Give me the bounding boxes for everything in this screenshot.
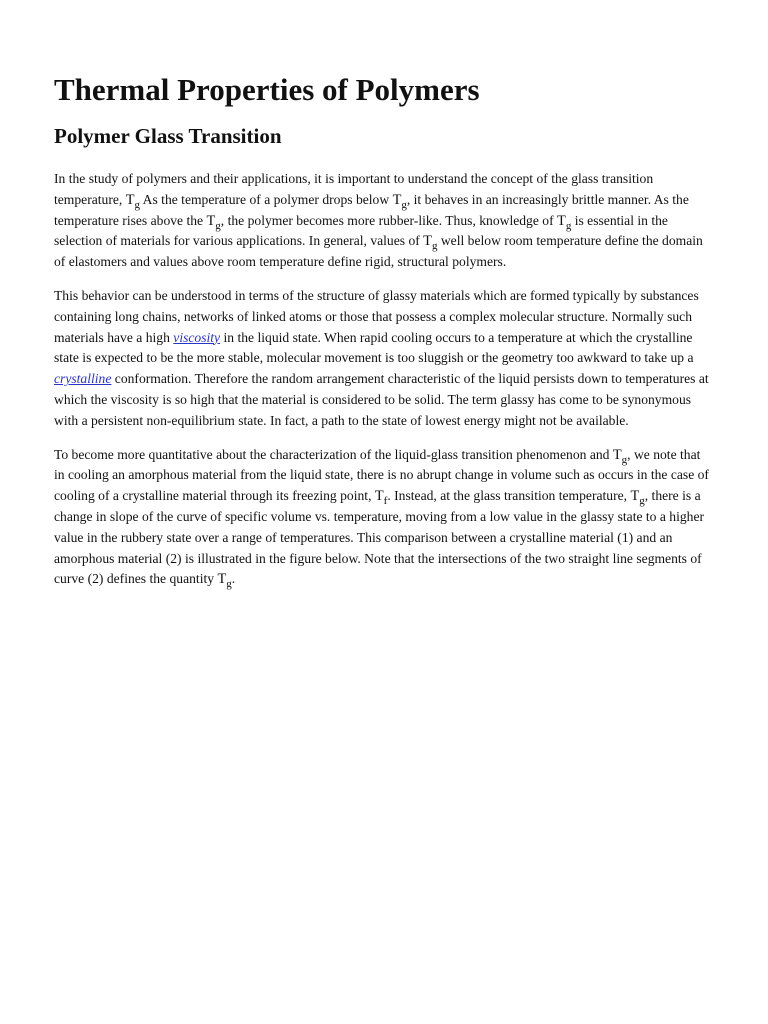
text-run: . (231, 571, 236, 587)
tf-symbol: $T_f$ (374, 488, 388, 508)
text-run: , the polymer becomes more rubber-like. Thus, knowledge of (220, 212, 558, 228)
text-run: In the study of polymers and their applications, it is important to understand the concept of the glass transition temperature, (54, 171, 654, 207)
tg-symbol: $T_g$ (557, 212, 572, 232)
page-title: Thermal Properties of Polymers (54, 72, 480, 107)
text-run: , there is a change in slope of the curve of specific volume vs. temperature, moving from a low value in the glassy state to a higher value in the rubbery state over a range of temperatures. This comparison between a crystalline material (1) and an amorphous material (2) is illustrated in the figure below. Note that the intersections of the two straight line segments of curve (2) defines the quantity (54, 488, 705, 587)
text-run: conformation. Therefore the random arrangement characteristic of the liquid persists down to temperatures at which the viscosity is so high that the material is considered to be solid. The term glassy has come to be synonymous with a persistent non-equilibrium state. In fact, a path to the state of lowest energy might not be available. (54, 371, 709, 428)
paragraph-glass-transition-intro (54, 169, 714, 273)
text-run: is essential in the selection of materials for various applications. In general, values of (54, 212, 668, 249)
text-run: As the temperature of a polymer drops below (140, 191, 393, 207)
text-run: This behavior can be understood in terms of the structure of glassy materials which are formed typically by substances containing long chains, networks of linked atoms or those that possess a complex molecular structure. Normally such materials have a high (54, 287, 699, 345)
section-heading: Polymer Glass Transition (54, 124, 282, 148)
text-run: . Instead, at the glass transition temperature, (387, 488, 631, 504)
tg-symbol: $T_g$ (630, 488, 645, 508)
paragraph-quantitative-characterization (54, 445, 714, 591)
tg-symbol: $T_g$ (217, 571, 232, 591)
paragraph-glassy-structure (54, 286, 714, 432)
text-run: , it behaves in an increasingly brittle manner. As the temperature rises above the (54, 191, 689, 228)
viscosity-link[interactable]: viscosity (173, 329, 221, 345)
tg-symbol: $T_g$ (612, 446, 628, 466)
tg-symbol: $T_g$ (125, 191, 141, 211)
crystalline-link[interactable]: crystalline (54, 371, 112, 387)
text-run: in the liquid state. When rapid cooling occurs to a temperature at which the crystalline state is expected to be the more stable, molecular movement is too sluggish or the geometry too awkward to take up a (54, 329, 694, 366)
tg-symbol: $T_g$ (392, 191, 407, 211)
tg-symbol: $T_g$ (206, 212, 221, 232)
text-run: well below room temperature define the domain of elastomers and values above room temperature define rigid, structural polymers. (54, 233, 703, 270)
tg-symbol: $T_g$ (423, 233, 438, 253)
text-run: , we note that in cooling an amorphous material from the liquid state, there is no abrupt change in volume such as occurs in the case of cooling of a crystalline material through its freezing point, (54, 446, 709, 504)
text-run: To become more quantitative about the characterization of the liquid-glass transition phenomenon and (54, 446, 613, 462)
